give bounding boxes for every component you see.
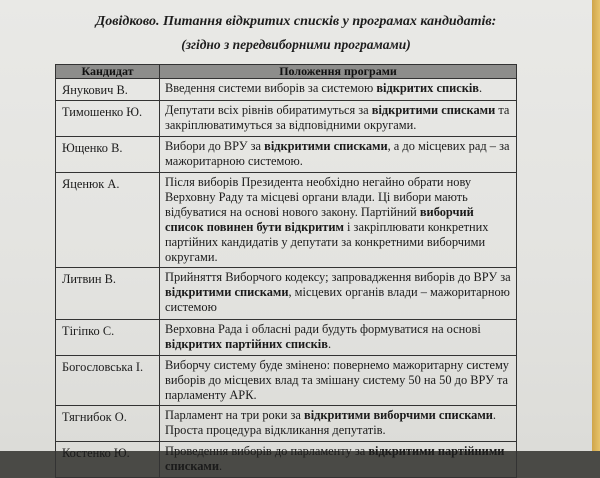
candidate-cell [56, 79, 160, 101]
program-text: . Проста процедура відкликання депутатів. [165, 408, 497, 437]
program-text: Виборчу систему буде змінено: повернемо мажоритарну систему виборів до місцевих влад та змішану систему 50 на 50 до ВРУ та парламенту АРК. [165, 358, 509, 402]
candidate-cell [56, 406, 160, 442]
program-text-bold: відкритими списками [371, 103, 496, 117]
table-row [56, 406, 517, 442]
candidate-cell [56, 442, 160, 478]
program-cell [160, 268, 517, 320]
candidate-name: Яценюк А. [62, 177, 120, 191]
program-cell [160, 79, 517, 101]
program-text-bold: відкритих партійних списків [165, 337, 328, 351]
program-cell [160, 320, 517, 356]
folder-edge [592, 0, 600, 451]
program-text: Депутати всіх рівнів обиратимуться за [165, 103, 372, 117]
table-header-row [56, 65, 517, 79]
candidate-name: Ющенко В. [62, 141, 123, 155]
table-row [56, 101, 517, 137]
program-text: . [327, 337, 332, 351]
candidate-name: Костенко Ю. [62, 446, 130, 460]
program-text: Після виборів Президента необхідно негайно обрати нову Верховну Раду та місцеві органи влади. Ці вибори мають відбуватися на основі нового закону. Партійний [165, 175, 472, 219]
program-text: і закріплювати конкретних партійних кандидатів у депутати за конкретними виборчими округами. [165, 220, 489, 264]
table-row [56, 79, 517, 101]
program-text: Вибори до ВРУ за [165, 139, 265, 153]
program-text: Парламент на три роки за [165, 408, 304, 422]
program-text-bold: відкритими партійними списками [165, 444, 505, 473]
candidate-name: Тігіпко С. [62, 324, 115, 338]
candidate-cell [56, 268, 160, 320]
program-cell [160, 137, 517, 173]
table-row [56, 268, 517, 320]
candidate-name: Тимошенко Ю. [62, 105, 143, 119]
table-row [56, 356, 517, 406]
program-text-bold: відкритими виборчими списками [304, 408, 493, 422]
candidate-cell [56, 173, 160, 268]
document-subtitle: (згідно з передвиборними програмами) [181, 37, 411, 52]
candidate-cell [56, 137, 160, 173]
candidate-cell [56, 320, 160, 356]
candidate-cell [56, 101, 160, 137]
program-cell [160, 406, 517, 442]
program-cell [160, 173, 517, 268]
program-text: Введення системи виборів за системою [165, 81, 377, 95]
program-text: Прийняття Виборчого кодексу; запровадження виборів до ВРУ за [165, 270, 511, 284]
candidates-table [55, 64, 517, 478]
program-text: та закріплюватимуться за відповідними округами. [165, 103, 510, 132]
candidate-name: Богословська І. [62, 360, 144, 374]
header-program: Положення програми [160, 65, 517, 79]
program-text: . [479, 81, 483, 95]
program-cell [160, 442, 517, 478]
table-row [56, 320, 517, 356]
program-cell [160, 356, 517, 406]
program-text: , а до місцевих рад – за мажоритарною системою. [165, 139, 510, 168]
program-text-bold: відкритих списків [376, 81, 479, 95]
program-text: , місцевих органів влади – мажоритарною системою [165, 285, 510, 314]
candidate-name: Литвин В. [62, 272, 117, 286]
program-text: Верховна Рада і обласні ради будуть формуватися на основі [165, 322, 481, 336]
table-row [56, 137, 517, 173]
program-text-bold: відкритими списками [264, 139, 388, 153]
table-row [56, 173, 517, 268]
program-cell [160, 101, 517, 137]
program-text: . [219, 459, 223, 473]
program-text: Проведення виборів до парламенту за [165, 444, 369, 458]
table-row [56, 442, 517, 478]
header-candidate: Кандидат [56, 65, 160, 79]
candidate-cell [56, 356, 160, 406]
program-text-bold: виборчий список повинен бути відкритим [165, 205, 474, 234]
table-body [56, 79, 517, 478]
program-text-bold: відкритими списками [165, 285, 289, 299]
document-title: Довідково. Питання відкритих списків у програмах кандидатів: [95, 14, 497, 29]
candidate-name: Тягнибок О. [62, 410, 127, 424]
candidate-name: Янукович В. [62, 83, 128, 97]
